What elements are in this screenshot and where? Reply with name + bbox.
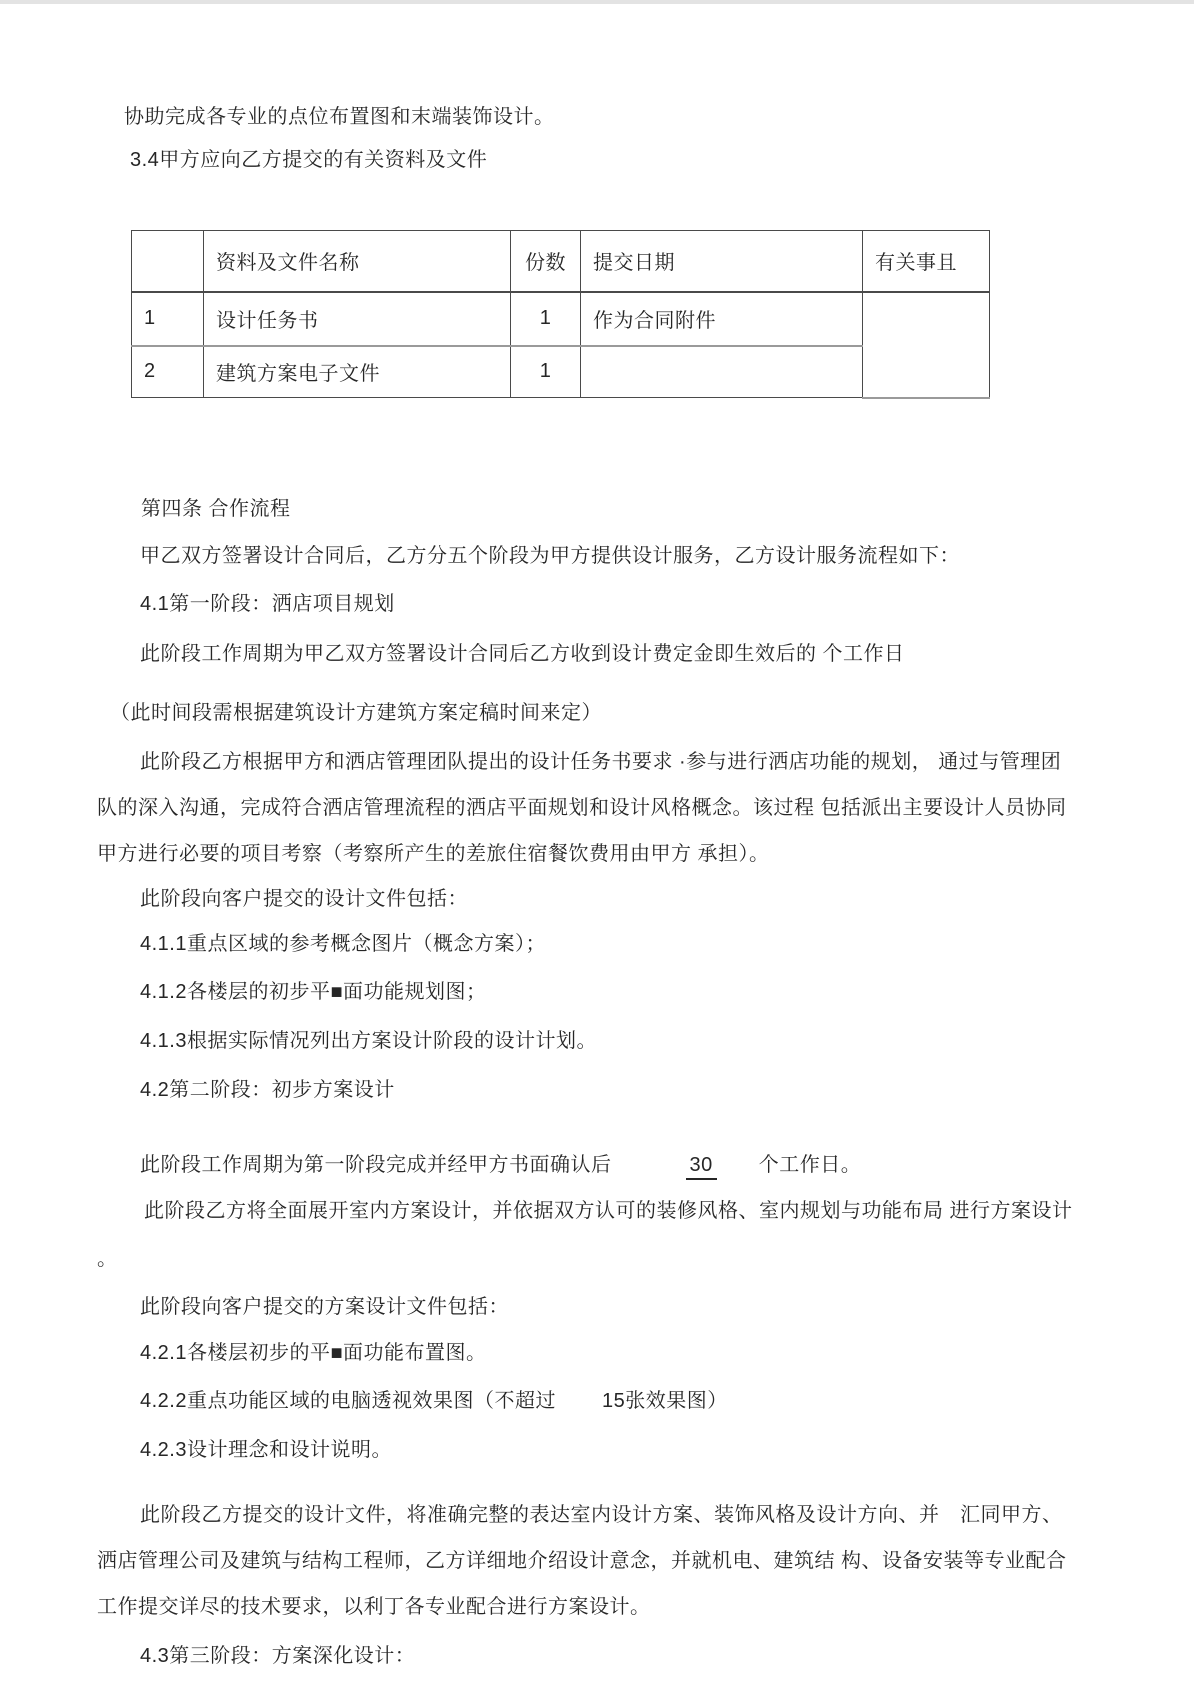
stage2-submission-line-2: 洒店管理公司及建筑与结构工程师，乙方详细地介绍设计意念，并就机电、建筑结 构、设备安装等专业配合: [97, 1550, 1067, 1572]
table-cell-date: 作为合同附件: [581, 292, 863, 346]
item-4-1-3: 4.1.3根据实际情况列出方案设计阶段的设计计划。: [140, 1030, 597, 1052]
clause-4-1-heading: 4.1第一阶段：洒店项目规划: [140, 593, 395, 615]
stage1-duration-line: 此阶段工作周期为甲乙双方签署设计合同后乙方收到设计费定金即生效后的 个工作日: [140, 643, 905, 665]
scan-edge-artifact: [0, 0, 1194, 4]
clause-4-3-heading: 4.3第三阶段：方案深化设计：: [140, 1645, 416, 1667]
table-header-index: [132, 231, 204, 292]
item-4-2-2-prefix: 4.2.2重点功能区域的电脑透视效果图（不超过: [140, 1390, 556, 1412]
body-line-end-decoration: 协助完成各专业的点位布置图和末端装饰设计。: [124, 106, 555, 128]
stage2-submission-line-3: 工作提交详尽的技术要求，以利丁各专业配合进行方案设计。: [97, 1596, 651, 1618]
time-note-line: （此时间段需根据建筑设计方建筑方案定稿时间来定）: [110, 702, 602, 724]
item-4-2-2: [140, 1388, 728, 1414]
table-cell-name: 设计任务书: [204, 292, 511, 346]
stage2-desc-line-2: 。: [97, 1248, 118, 1270]
stage1-desc-line-2: 队的深入沟通，完成符合洒店管理流程的洒店平面规划和设计风格概念。该过程 包括派出主要设计人员协同: [97, 797, 1067, 819]
stage1-desc-line-3: 甲方进行必要的项目考察（考察所产生的差旅住宿餐饮费用由甲方 承担）。: [97, 843, 770, 865]
stage2-submission-line-1: 此阶段乙方提交的设计文件，将准确完整的表达室内设计方案、装饰风格及设计方向、并 汇同甲方、: [140, 1504, 1063, 1526]
table-header-date: 提交日期: [581, 231, 863, 292]
table-cell-copies: 1: [511, 346, 581, 398]
render-count-value: 15张效果图）: [601, 1390, 728, 1412]
working-days-value: 30: [686, 1152, 717, 1180]
item-4-2-1: 4.2.1各楼层初步的平■面功能布置图。: [140, 1342, 487, 1364]
stage2-deliverables-intro: 此阶段向客户提交的方案设计文件包括：: [140, 1296, 509, 1318]
table-header-row: [132, 231, 990, 292]
stage1-deliverables-intro: 此阶段向客户提交的设计文件包括：: [140, 888, 468, 910]
table-row: [132, 292, 990, 346]
item-4-1-2: 4.1.2各楼层的初步平■面功能规划图；: [140, 981, 487, 1003]
stage2-duration-line: [140, 1152, 861, 1180]
clause-4-heading: 第四条 合作流程: [141, 498, 291, 520]
table-header-notes: 有关事且: [863, 231, 990, 292]
table-cell-name: 建筑方案电子文件: [204, 346, 511, 398]
clause-4-2-heading: 4.2第二阶段：初步方案设计: [140, 1079, 395, 1101]
table-header-copies: 份数: [511, 231, 581, 292]
stage1-desc-line-1: 此阶段乙方根据甲方和洒店管理团队提出的设计任务书要求 ·参与进行洒店功能的规划， 通过与管理团: [140, 751, 1062, 773]
table-row: [132, 346, 990, 398]
table-cell-date: [581, 346, 863, 398]
stage2-desc-line-1: 此阶段乙方将全面展开室内方案设计，并依据双方认可的装修风格、室内规划与功能布局 进行方案设计: [144, 1200, 1073, 1222]
table-cell-index: 2: [132, 346, 204, 398]
stage2-duration-suffix: 个工作日。: [758, 1154, 862, 1176]
item-4-2-3: 4.2.3设计理念和设计说明。: [140, 1439, 392, 1461]
clause-3-4-heading: 3.4甲方应向乙方提交的有关资料及文件: [130, 149, 488, 171]
table-cell-copies: 1: [511, 292, 581, 346]
stage2-duration-prefix: 此阶段工作周期为第一阶段完成并经甲方书面确认后: [140, 1154, 612, 1176]
table-cell-index: 1: [132, 292, 204, 346]
item-4-1-1: 4.1.1重点区域的参考概念图片（概念方案）；: [140, 933, 546, 955]
table-cell-notes-merged: [863, 292, 990, 398]
documents-table: [131, 230, 990, 399]
table-header-name: 资料及文件名称: [204, 231, 511, 292]
clause-4-intro-line: 甲乙双方签署设计合同后，乙方分五个阶段为甲方提供设计服务，乙方设计服务流程如下：: [140, 545, 960, 567]
